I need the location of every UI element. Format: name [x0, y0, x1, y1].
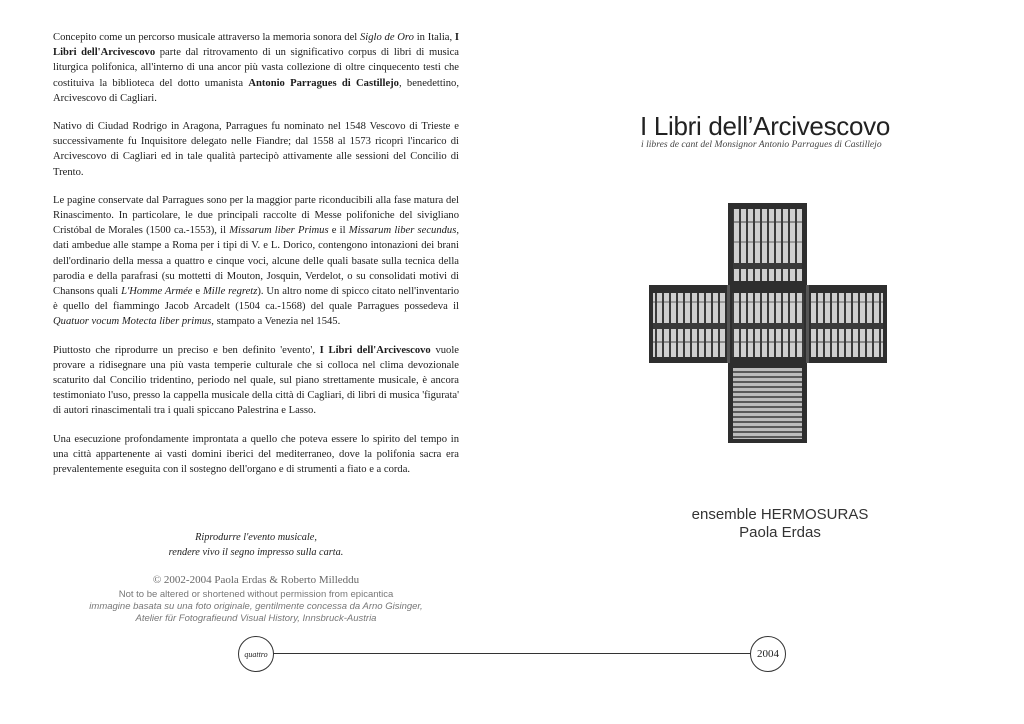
- copyright-line: © 2002-2004 Paola Erdas & Roberto Milleddu: [152, 574, 360, 586]
- year-badge: 2004: [750, 636, 786, 672]
- ensemble-name: ensemble HERMOSURAS: [691, 506, 869, 523]
- credits: [53, 573, 459, 625]
- paragraph-2: Nativo di Ciudad Rodrigo in Aragona, Parragues fu nominato nel 1548 Vescovo di Trieste e successivamente fu Inquisitore delegato nelle Fiandre; dal 1558 al 1573 ricoprì l'incarico di Arcivescovo di Cagliari ed in tale qualità partecipò attivamente alle sessioni del Concilio di Trento.: [53, 121, 459, 178]
- bookshelf-cross-image: [649, 203, 887, 443]
- photo-credit-line-1: immagine basata su una foto originale, gentilmente concessa da Arno Gisinger,: [89, 601, 423, 612]
- director-name: Paola Erdas: [739, 524, 821, 541]
- permission-notice: Not to be altered or shortened without permission from epicantica: [118, 589, 394, 600]
- epigraph-line-2: rendere vivo il segno impresso sulla carta.: [168, 547, 344, 558]
- cover-subtitle: i libres de cant del Monsignor Antonio Parragues di Castillejo: [641, 139, 882, 150]
- paragraph-3: Le pagine conservate dal Parragues sono per la maggior parte riconducibili alla fase matura del Rinascimento. In particolare, le due principali raccolte di Messe polifoniche del sivigliano Cristóbal de Morales (1500 ca.-1553), il Missarum liber Primus e il Missarum liber secundus, dati ambedue alle stampe a Roma per i tipi di V. e L. Dorico, contengono intonazioni dei brani dell'ordinario della messa a quattro e cinque voci, alcune delle quali basate sulla tecnica della parodia e della parafrasi (su mottetti di Mouton, Josquin, Verdelot, o su consolidati motivi di Chansons quali L'Homme Armée e Mille regretz). Un altro nome di spicco citato nell'inventario è quello del fiammingo Jacob Arcadelt (1504 ca.-1568) del quale Parragues possedeva il Quatuor vocum Motecta liber primus, stampato a Venezia nel 1545.: [53, 194, 460, 328]
- footer-rule: [256, 653, 752, 654]
- paragraph-1: Concepito come un percorso musicale attraverso la memoria sonora del Siglo de Oro in Italia, I Libri dell'Arcivescovo parte dal ritrovamento di un significativo corpus di libri di musica liturgica polifonica, all'interno di una ancor più vasta collezione di oltre cinquecento testi che costituiva la biblioteca del dotto umanista Antonio Parragues di Castillejo, benedettino, Arcivescovo di Cagliari.: [53, 32, 460, 104]
- essay-text: [53, 30, 459, 490]
- performers: [640, 506, 920, 542]
- paragraph-4: Piuttosto che riprodurre un preciso e ben definito 'evento', I Libri dell'Arcivescovo vuole provare a ridisegnare una più vasta temperie culturale che si colloca nel clima devozionale scaturito dal Concilio tridentino, periodo nel quale, sul piano strettamente musicale, è ancora testimoniato l'uso, presso la cappella musicale della città di Cagliari, di libri di musica 'figurata' di autori rinascimentali tra i quali spiccano Palestrina e Lasso.: [53, 344, 459, 417]
- paragraph-5: Una esecuzione profondamente improntata a quello che poteva essere lo spirito del tempo in una città appartenente ai vasti domini iberici del mediterraneo, dove la polifonia sacra era prevalentemente eseguita con il sostegno dell'organo e di strumenti a fiato e a corda.: [53, 433, 459, 476]
- epigraph: [53, 530, 459, 560]
- page-number-badge: quattro: [238, 636, 274, 672]
- photo-credit-line-2: Atelier für Fotografieund Visual History, Innsbruck-Austria: [135, 613, 377, 624]
- cover-title: I Libri dell’Arcivescovo: [640, 111, 891, 141]
- epigraph-line-1: Riprodurre l'evento musicale,: [195, 532, 317, 543]
